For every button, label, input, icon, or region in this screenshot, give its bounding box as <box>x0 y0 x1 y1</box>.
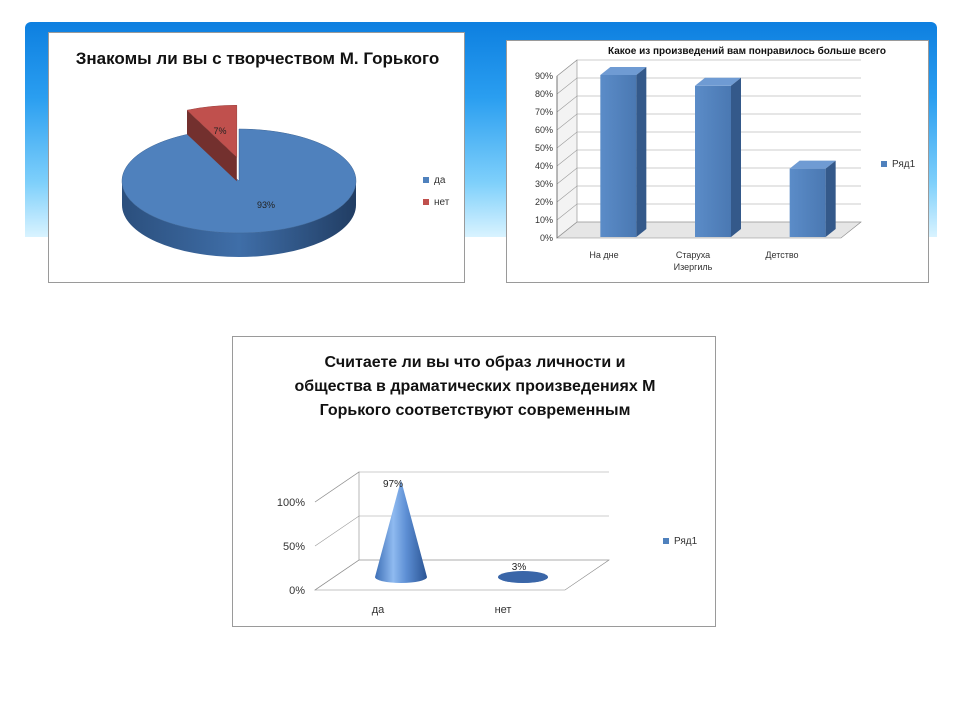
legend-item-series <box>881 153 915 175</box>
pie-slice-да <box>122 129 356 233</box>
bar-ytick-label: 20% <box>534 197 553 207</box>
legend-label: Ряд1 <box>892 158 916 170</box>
cone-ytick-label: 50% <box>282 541 305 553</box>
bar-legend <box>881 153 915 175</box>
legend-swatch <box>423 199 429 205</box>
pie-legend <box>423 169 449 213</box>
bar-category-label: Детство <box>765 250 799 260</box>
cone-category-label: нет <box>494 604 512 616</box>
cone-chart-panel <box>232 336 716 627</box>
bar-2 <box>790 169 826 237</box>
bar-ytick-label: 10% <box>534 215 553 225</box>
pie-data-label: 7% <box>213 126 227 136</box>
bar-ytick-label: 70% <box>534 107 553 117</box>
bar-chart <box>507 41 930 284</box>
cone-ytick-label: 0% <box>289 585 305 597</box>
legend-swatch <box>423 177 429 183</box>
legend-item-series <box>663 530 697 552</box>
cone-gridline <box>315 560 609 590</box>
bar-chart-panel <box>506 40 929 283</box>
bar-category-label: Старуха <box>675 250 711 260</box>
bar-category-label: Изергиль <box>673 262 713 272</box>
cone-chart-title: Считаете ли вы что образ личности и общества в драматических произведениях М Горького соответствуют современным <box>294 354 656 419</box>
legend-label: да <box>434 174 446 186</box>
bar-1 <box>695 86 731 237</box>
bar-side-wall <box>557 60 577 238</box>
legend-swatch <box>663 538 669 544</box>
cone-legend <box>663 530 697 552</box>
cone-floor <box>315 560 609 590</box>
bar-category-label: На дне <box>589 250 619 260</box>
bar-0 <box>600 75 636 237</box>
pie-chart-title: Знакомы ли вы с творчеством М. Горького <box>75 49 440 68</box>
legend-label: нет <box>434 196 450 208</box>
legend-label: Ряд1 <box>674 535 698 547</box>
legend-swatch <box>881 161 887 167</box>
bar-ytick-label: 0% <box>539 233 553 243</box>
bar-ytick-label: 40% <box>534 161 553 171</box>
bar-ytick-label: 90% <box>534 71 553 81</box>
pie-chart <box>49 33 466 284</box>
cone-category-label: да <box>371 604 385 616</box>
cone-0 <box>375 480 427 583</box>
bar-side-1 <box>731 78 741 237</box>
bar-ytick-label: 60% <box>534 125 553 135</box>
bar-ytick-label: 50% <box>534 143 553 153</box>
bar-ytick-label: 30% <box>534 179 553 189</box>
cone-ytick-label: 100% <box>276 497 305 509</box>
pie-chart-panel <box>48 32 465 283</box>
pie-data-label: 93% <box>256 200 276 210</box>
bar-chart-title: Какое из произведений вам понравилось больше всего <box>608 46 886 57</box>
bar-side-2 <box>826 161 836 237</box>
legend-item-da <box>423 169 449 191</box>
cone-data-label: 97% <box>382 479 404 490</box>
cone-chart <box>233 337 717 628</box>
cone-data-label: 3% <box>511 562 527 573</box>
bar-ytick-label: 80% <box>534 89 553 99</box>
bar-side-0 <box>636 67 646 237</box>
legend-item-net <box>423 191 449 213</box>
